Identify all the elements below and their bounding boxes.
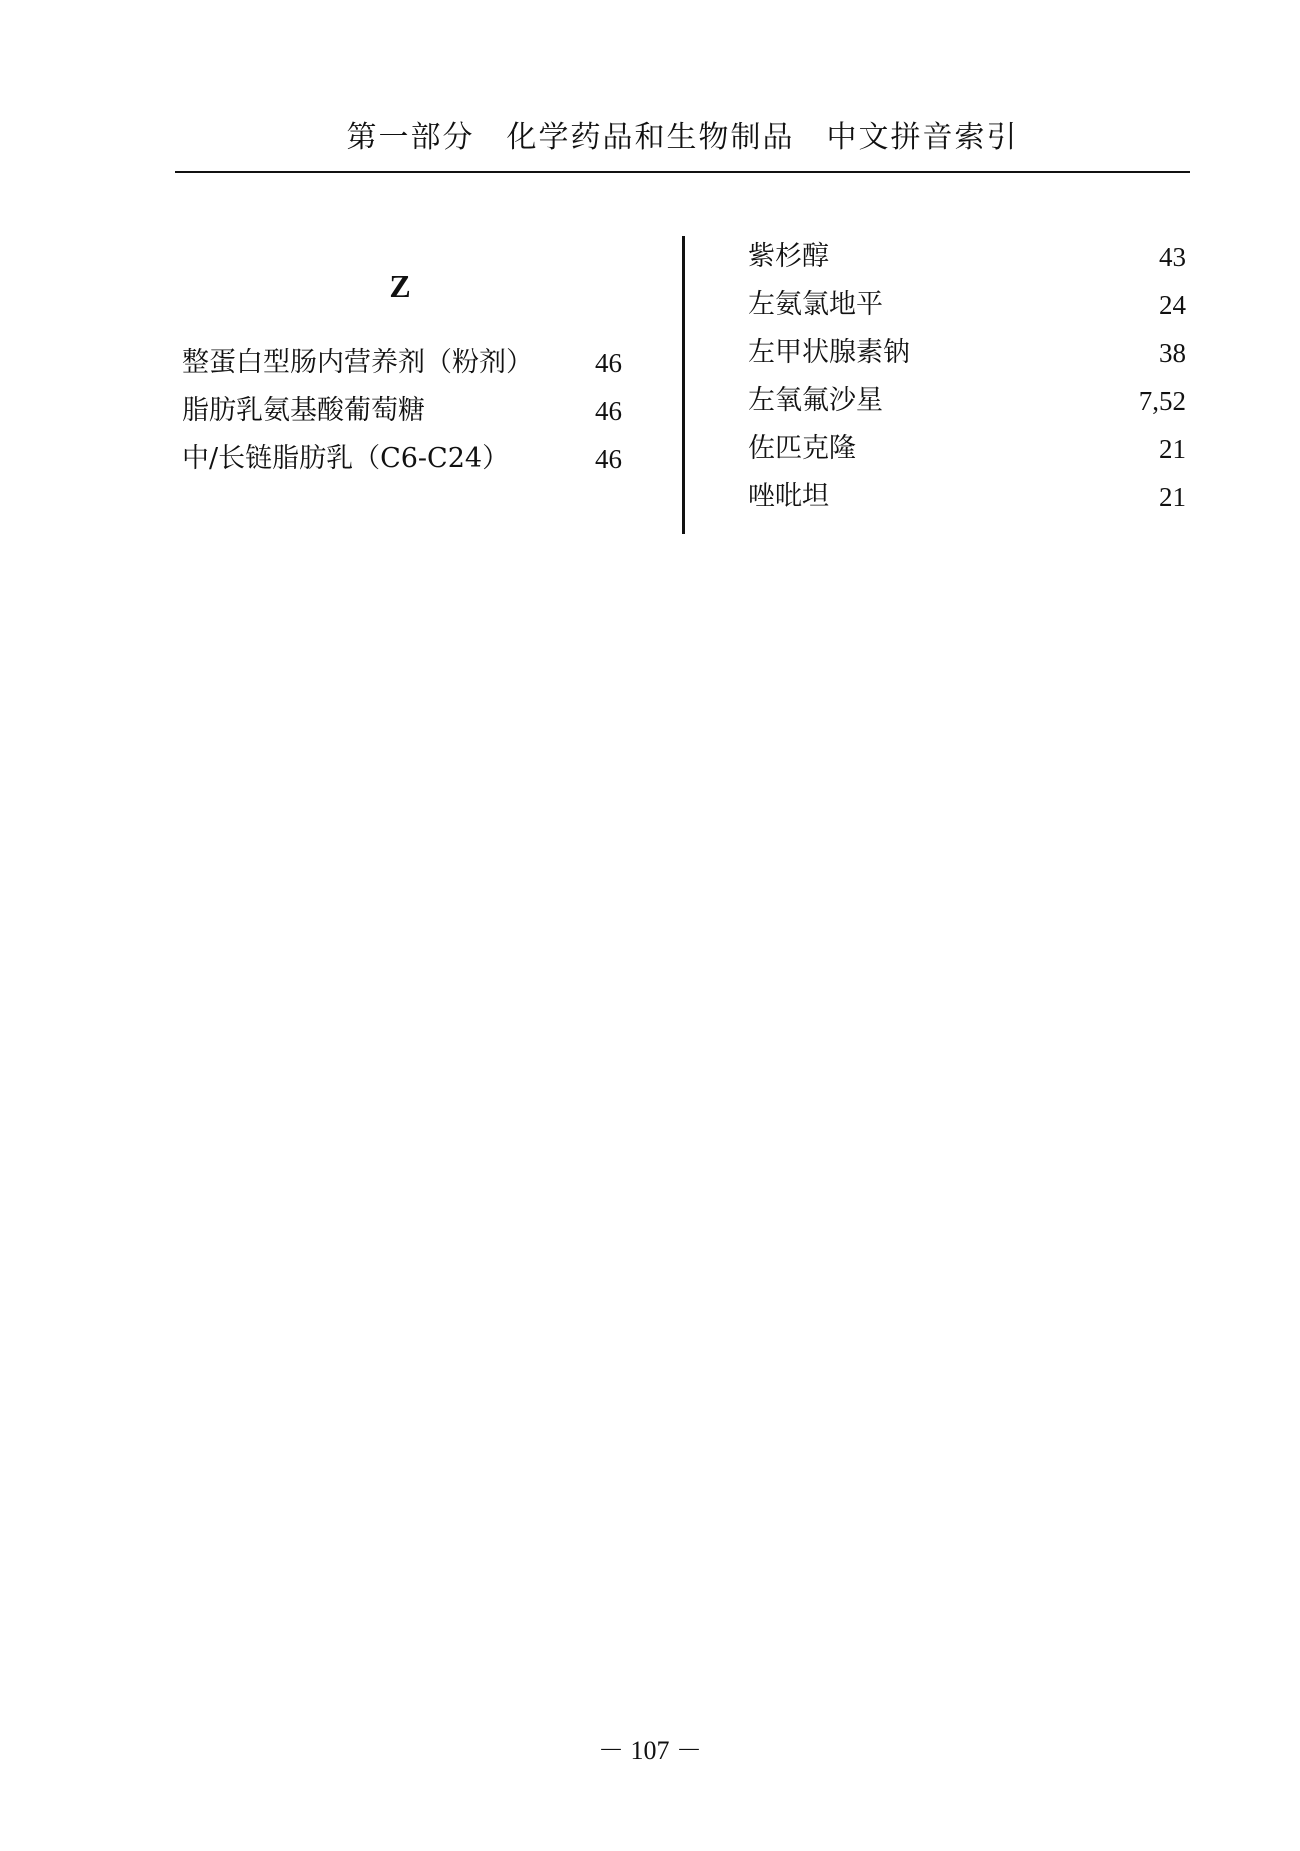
entry-page: 43 bbox=[1159, 242, 1186, 272]
entry-term: 佐匹克隆 bbox=[748, 433, 856, 464]
entry-page: 46 bbox=[595, 396, 622, 426]
entry-term: 紫杉醇 bbox=[748, 241, 829, 272]
entry-term: 唑吡坦 bbox=[748, 481, 829, 512]
page-header-title: 第一部分 化学药品和生物制品 中文拼音索引 bbox=[346, 120, 1019, 155]
section-letter: Z bbox=[389, 268, 411, 304]
page-number: － 107 － bbox=[597, 1736, 702, 1765]
index-entry bbox=[182, 341, 622, 385]
entry-term: 脂肪乳氨基酸葡萄糖 bbox=[182, 395, 425, 426]
entry-page: 46 bbox=[595, 348, 622, 378]
entry-term: 左甲状腺素钠 bbox=[748, 337, 910, 368]
entry-term: 中/长链脂肪乳（C6-C24） bbox=[182, 443, 510, 474]
entry-page: 21 bbox=[1159, 434, 1186, 464]
column-divider bbox=[682, 236, 685, 534]
header-rule bbox=[175, 171, 1190, 173]
entry-page: 38 bbox=[1159, 338, 1186, 368]
entry-page: 21 bbox=[1159, 482, 1186, 512]
index-entry bbox=[748, 427, 1186, 471]
index-entry bbox=[182, 389, 622, 433]
index-entry bbox=[748, 235, 1186, 279]
entry-term: 左氧氟沙星 bbox=[748, 385, 883, 416]
entry-term: 左氨氯地平 bbox=[748, 289, 883, 320]
index-entry bbox=[748, 283, 1186, 327]
entry-term: 整蛋白型肠内营养剂（粉剂） bbox=[182, 347, 533, 378]
entry-page: 7,52 bbox=[1138, 386, 1186, 416]
index-entry bbox=[748, 331, 1186, 375]
index-entry bbox=[748, 475, 1186, 519]
index-entry bbox=[182, 437, 622, 481]
entry-page: 46 bbox=[595, 444, 622, 474]
entry-page: 24 bbox=[1159, 290, 1186, 320]
index-entry bbox=[748, 379, 1186, 423]
